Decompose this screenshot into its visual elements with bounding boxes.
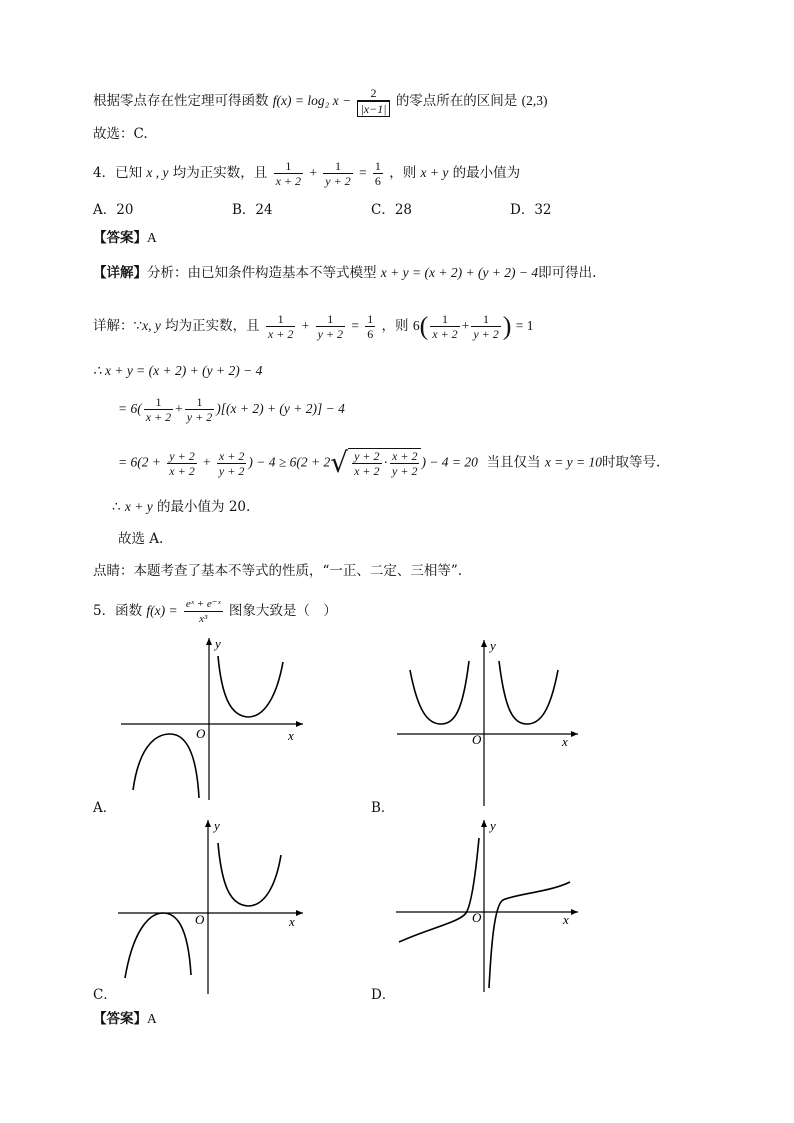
q5-stem: 5．函数 f(x) = $\frac{\text{eˣ + e⁻ˣ}}{\text{x³}}$ 图象大致是（ ） xyxy=(93,598,337,625)
q4-analysis: 【详解】分析：由已知条件构造基本不等式模型 x + y = (x + 2) + (y + 2) − 4即可得出. xyxy=(93,265,597,281)
graph-a-x-label: x xyxy=(288,728,294,743)
q5-option-c: C． xyxy=(93,987,117,1003)
answer-tag: 【答案】 xyxy=(93,230,147,246)
graph-b-origin: O xyxy=(472,732,482,747)
graph-d-x-label: x xyxy=(563,912,569,927)
graph-d-right-branch xyxy=(489,882,570,988)
graph-d-x-arrow xyxy=(571,909,578,915)
graph-d-y-label: y xyxy=(490,818,496,833)
conclusion-interval: (2,3) xyxy=(521,93,548,108)
answer-tag: 【答案】 xyxy=(93,1011,147,1027)
q4-option-d: D．32 xyxy=(510,202,552,218)
graph-c-origin: O xyxy=(195,912,205,927)
q5-answer xyxy=(93,1010,157,1028)
q4-option-b: B．24 xyxy=(232,202,273,218)
graph-d-y-arrow xyxy=(481,820,487,827)
conclusion-prefix: 根据零点存在性定理可得函数 xyxy=(93,93,269,109)
graph-d-origin: O xyxy=(472,910,482,925)
conclusion-suffix: 的零点所在的区间是 xyxy=(395,93,518,109)
graph-a-y-label: y xyxy=(215,636,221,651)
q4-step3: = 6(2 + $\frac{y + 2}{x + 2}$ + $\frac{x + 2}{y + 2}$ ) − 4 ≥ 6(2 + 2√ $\frac{y + 2}{x + 2}$ · $\frac{x + 2}{y + 2}$ ) − 4 = 20 当且仅当 x = y = 10时取等号. xyxy=(118,446,661,479)
graph-b-y-label: y xyxy=(490,638,496,653)
q4-comment: 点睛：本题考查了基本不等式的性质，“一正、二定、三相等”. xyxy=(93,563,463,579)
q4-result: ∴ x + y 的最小值为 20. xyxy=(112,499,251,515)
conclusion-fraction: $\frac{2}{|x-1|}$ xyxy=(357,86,389,117)
q5-option-d: D． xyxy=(371,987,396,1003)
q5-option-b: B． xyxy=(371,800,395,816)
answer-value: A xyxy=(147,1011,157,1026)
q4-option-a: A．20 xyxy=(93,202,134,218)
graph-c-y-label: y xyxy=(214,818,220,833)
q4-option-c: C．28 xyxy=(371,202,413,218)
q4-choice: 故选 A. xyxy=(118,531,164,547)
q4-step2: = 6( $\frac{1}{x + 2}$ + $\frac{1}{y + 2}$ )[(x + 2) + (y + 2)] − 4 xyxy=(118,395,345,424)
graph-a-origin: O xyxy=(196,726,206,741)
q5-option-a: A． xyxy=(93,800,117,816)
graph-c-x-label: x xyxy=(289,914,295,929)
conclusion-function: f(x) = log₂ x − xyxy=(272,93,352,108)
graph-d-left-branch xyxy=(399,838,479,942)
q4-stem: 4．已知 x , y 均为正实数，且 $\frac{1}{x + 2}$ + $\frac{1}{y + 2}$ = $\frac{1}{6}$ ，则 x + y 的最小值为 xyxy=(93,159,521,188)
answer-value: A xyxy=(147,230,157,245)
prev-choice: 故选：C. xyxy=(93,126,148,142)
graph-b-x-label: x xyxy=(562,734,568,749)
q4-detail-line1: 详解：∵x, y 均为正实数，且 $\frac{1}{x + 2}$ + $\frac{1}{y + 2}$ = $\frac{1}{6}$ ，则 6( $\frac{1}{x + 2}$ + $\frac{1}{y + 2}$ ) = 1 xyxy=(93,311,534,341)
q4-step1: ∴ x + y = (x + 2) + (y + 2) − 4 xyxy=(93,363,263,378)
